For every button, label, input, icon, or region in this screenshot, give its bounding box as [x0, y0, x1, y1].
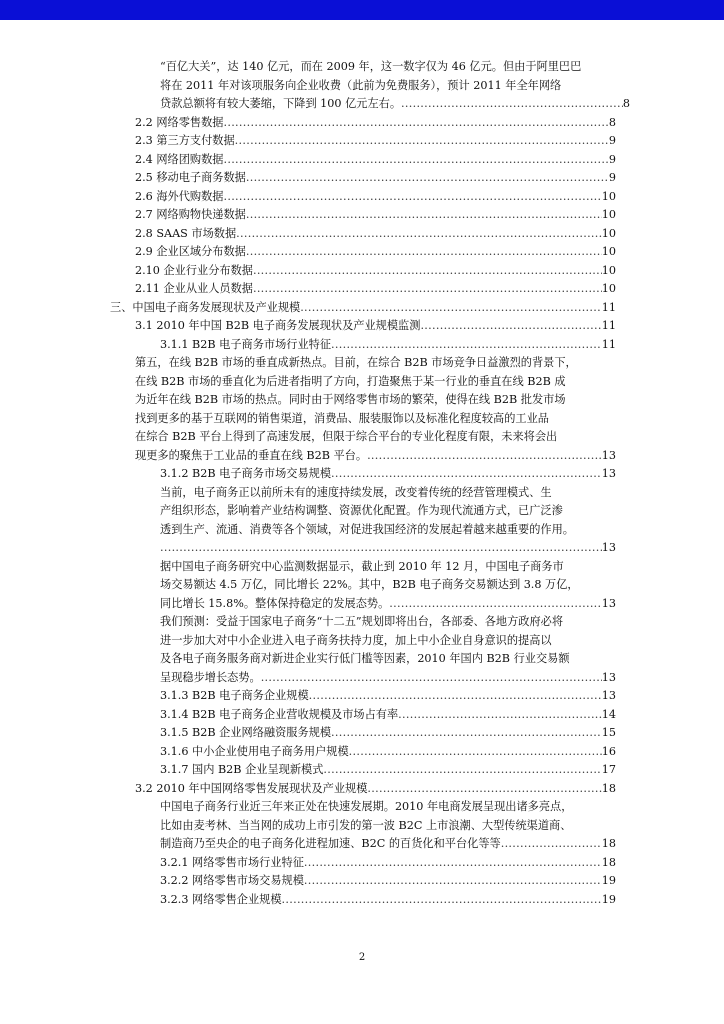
leader-dots	[389, 595, 601, 614]
toc-entry-2-2[interactable]: 2.2 网络零售数据 ..... 8	[135, 114, 616, 133]
page-ref: 8	[608, 115, 616, 129]
leader-dots	[323, 761, 601, 780]
toc-entry-3-2-2[interactable]: 3.2.2 网络零售市场交易规模 ..... 19	[160, 872, 616, 891]
paragraph-last-line[interactable]: 制造商乃至央企的电子商务化进程加速、B2C 的百货化和平台化等等 ..... 18	[160, 835, 616, 854]
leader-dots	[501, 835, 602, 854]
toc-entry-2-11[interactable]: 2.11 企业从业人员数据 ..... 10	[135, 280, 616, 299]
paragraph-retail	[160, 798, 630, 854]
paragraph-line: 我们预测：受益于国家电子商务“十二五”规划即将出台，各部委、各地方政府必将	[160, 615, 564, 628]
leader-dots	[282, 891, 602, 910]
page-ref: 8	[622, 97, 630, 110]
page-ref: 13	[601, 689, 616, 702]
leader-dots	[304, 854, 602, 873]
paragraph-last-line[interactable]: 呈现稳步增长态势。 ..... 13	[160, 669, 616, 688]
paragraph-last-line[interactable]: 同比增长 15.8%。整体保持稳定的发展态势。 ..... 13	[160, 595, 616, 614]
leader-dots	[401, 95, 623, 114]
paragraph-line: 透到生产、流通、消费等各个领域，对促进我国经济的发展起着越来越重要的作用。	[160, 522, 574, 536]
paragraph-line: 产组织形态，影响着产业结构调整、资源优化配置。作为现代流通方式，已广泛渗	[160, 504, 563, 517]
leader-dots	[331, 336, 602, 355]
toc-entry-3-1-3[interactable]: 3.1.3 B2B 电子商务企业规模 ..... 13	[160, 687, 616, 706]
page-ref: 18	[601, 855, 616, 869]
leader-dots	[331, 465, 602, 484]
leader-dots	[309, 687, 602, 706]
paragraph-line: 据中国电子商务研究中心监测数据显示，截止到 2010 年 12 月，中国电子商务市	[160, 559, 564, 573]
page-ref: 10	[601, 189, 616, 203]
paragraph-line: 在线 B2B 市场的垂直化为后进者指明了方向，打造聚焦于某一行业的垂直在线 B2B 成	[135, 374, 566, 388]
page-ref: 15	[601, 726, 616, 739]
page-ref: 9	[608, 152, 616, 166]
paragraph-line: 当前，电子商务正以前所未有的速度持续发展，改变着传统的经营管理模式、生	[160, 485, 552, 499]
leader-dots	[235, 132, 609, 151]
page-ref: 11	[601, 337, 616, 351]
paragraph-last-line[interactable]	[160, 539, 616, 558]
leader-dots	[246, 169, 609, 188]
toc-page-content	[0, 58, 724, 909]
toc-entry-2-6[interactable]: 2.6 海外代购数据 ..... 10	[135, 188, 616, 207]
leader-dots	[367, 780, 601, 799]
leader-dots	[246, 206, 602, 225]
leader-dots	[300, 299, 602, 318]
page-ref: 10	[601, 245, 616, 258]
paragraph-line: 进一步加大对中小企业进入电子商务扶持力度，加上中小企业自身意识的提高以	[160, 633, 552, 647]
leader-dots	[253, 280, 602, 299]
toc-entry-2-9[interactable]: 2.9 企业区域分布数据 ..... 10	[135, 243, 616, 262]
leader-dots	[253, 262, 602, 281]
page-ref: 13	[601, 670, 616, 684]
page-ref: 9	[608, 134, 616, 147]
paragraph-line: “百亿大关”，达 140 亿元，而在 2009 年，这一数字仅为 46 亿元。但由于阿里巴巴	[160, 60, 582, 73]
leader-dots	[398, 706, 602, 725]
paragraph-prediction	[160, 613, 630, 687]
toc-entry-2-5[interactable]: 2.5 移动电子商务数据 ..... 9	[135, 169, 616, 188]
leader-dots	[236, 225, 602, 244]
toc-entry-3-1-7[interactable]: 3.1.7 国内 B2B 企业呈现新模式 ..... 17	[160, 761, 616, 780]
paragraph-line: 及各电子商务服务商对新进企业实行低门槛等因素，2010 年国内 B2B 行业交易额	[160, 652, 570, 665]
paragraph-line: 找到更多的基于互联网的销售渠道，消费品、服装服饰以及标准化程度较高的工业品	[135, 411, 549, 425]
toc-entry-chapter-3[interactable]: 三、中国电子商务发展现状及产业规模 ..... 11	[110, 299, 616, 318]
leader-dots	[223, 114, 608, 133]
page-ref: 11	[601, 300, 616, 314]
leader-dots	[246, 243, 602, 262]
page-ref: 19	[601, 892, 616, 906]
paragraph-monitor	[160, 558, 630, 614]
paragraph-line: 比如由麦考林、当当网的成功上市引发的第一波 B2C 上市浪潮、大型传统渠道商、	[160, 818, 572, 832]
top-color-bar	[0, 0, 724, 20]
leader-dots	[160, 539, 602, 558]
toc-entry-2-4[interactable]: 2.4 网络团购数据 ..... 9	[135, 151, 616, 170]
toc-entry-2-8[interactable]: 2.8 SAAS 市场数据 ..... 10	[135, 225, 616, 244]
paragraph-line: 第五，在线 B2B 市场的垂直成新热点。目前，在综合 B2B 市场竞争日益激烈的背景下，	[135, 356, 577, 369]
page-number: 2	[358, 952, 366, 963]
page-ref: 18	[601, 837, 616, 850]
page-ref: 19	[601, 874, 616, 887]
toc-entry-3-1-6[interactable]: 3.1.6 中小企业使用电子商务用户规模 ..... 16	[160, 743, 616, 762]
page-ref: 11	[601, 319, 616, 332]
paragraph-fifth	[135, 354, 625, 465]
leader-dots	[420, 317, 601, 336]
page-ref: 14	[601, 707, 616, 721]
leader-dots	[261, 669, 602, 688]
paragraph-last-line[interactable]: 贷款总额将有较大萎缩，下降到 100 亿元左右。 ..... 8	[160, 95, 630, 114]
toc-entry-3-2-3[interactable]: 3.2.3 网络零售企业规模 ..... 19	[160, 891, 616, 910]
page-ref: 13	[601, 448, 616, 462]
paragraph-intro	[160, 58, 630, 114]
page-ref: 10	[601, 226, 616, 240]
toc-entry-2-3[interactable]: 2.3 第三方支付数据 ..... 9	[135, 132, 616, 151]
leader-dots	[223, 151, 608, 170]
page-ref: 13	[601, 467, 616, 480]
page-ref: 10	[601, 282, 616, 295]
page-ref: 13	[601, 541, 616, 554]
paragraph-line: 在综合 B2B 平台上得到了高速发展，但限于综合平台的专业化程度有限，未来将会出	[135, 430, 558, 443]
leader-dots	[223, 188, 601, 207]
toc-entry-3-2[interactable]: 3.2 2010 年中国网络零售发展现状及产业规模 ..... 18	[135, 780, 616, 799]
page-ref: 17	[601, 763, 616, 776]
toc-entry-2-7[interactable]: 2.7 网络购物快递数据 ..... 10	[135, 206, 616, 225]
page-ref: 16	[601, 744, 616, 758]
page-ref: 10	[601, 208, 616, 221]
leader-dots	[304, 872, 602, 891]
paragraph-line: 为近年在线 B2B 市场的热点。同时由于网络零售市场的繁荣，使得在线 B2B 批发市场	[135, 393, 566, 406]
toc-entry-3-1[interactable]: 3.1 2010 年中国 B2B 电子商务发展现状及产业规模监测 ..... 11	[135, 317, 616, 336]
page-ref: 18	[601, 781, 616, 795]
leader-dots	[349, 743, 602, 762]
paragraph-line: 中国电子商务行业近三年来正处在快速发展期。2010 年电商发展呈现出诸多亮点，	[160, 800, 573, 813]
paragraph-last-line[interactable]: 现更多的聚焦于工业品的垂直在线 B2B 平台。 ..... 13	[135, 447, 616, 466]
page-ref: 9	[608, 171, 616, 184]
paragraph-line: 将在 2011 年对该项服务向企业收费（此前为免费服务），预计 2011 年全年网络	[160, 78, 562, 92]
toc-entry-3-1-5[interactable]: 3.1.5 B2B 企业网络融资服务规模 ..... 15	[160, 724, 616, 743]
toc-entry-3-1-2[interactable]: 3.1.2 B2B 电子商务市场交易规模 ..... 13	[160, 465, 616, 484]
page-ref: 10	[601, 263, 616, 277]
toc-entry-3-2-1[interactable]: 3.2.1 网络零售市场行业特征 ..... 18	[160, 854, 616, 873]
leader-dots	[331, 724, 602, 743]
paragraph-current	[160, 484, 630, 558]
toc-entry-2-10[interactable]: 2.10 企业行业分布数据 ..... 10	[135, 262, 616, 281]
paragraph-line: 场交易额达 4.5 万亿，同比增长 22%。其中，B2B 电子商务交易额达到 3.8 万亿，	[160, 578, 579, 591]
toc-entry-3-1-1[interactable]: 3.1.1 B2B 电子商务市场行业特征 ..... 11	[160, 336, 616, 355]
page-ref: 13	[601, 596, 616, 610]
toc-entry-3-1-4[interactable]: 3.1.4 B2B 电子商务企业营收规模及市场占有率 ..... 14	[160, 706, 616, 725]
leader-dots	[367, 447, 602, 466]
